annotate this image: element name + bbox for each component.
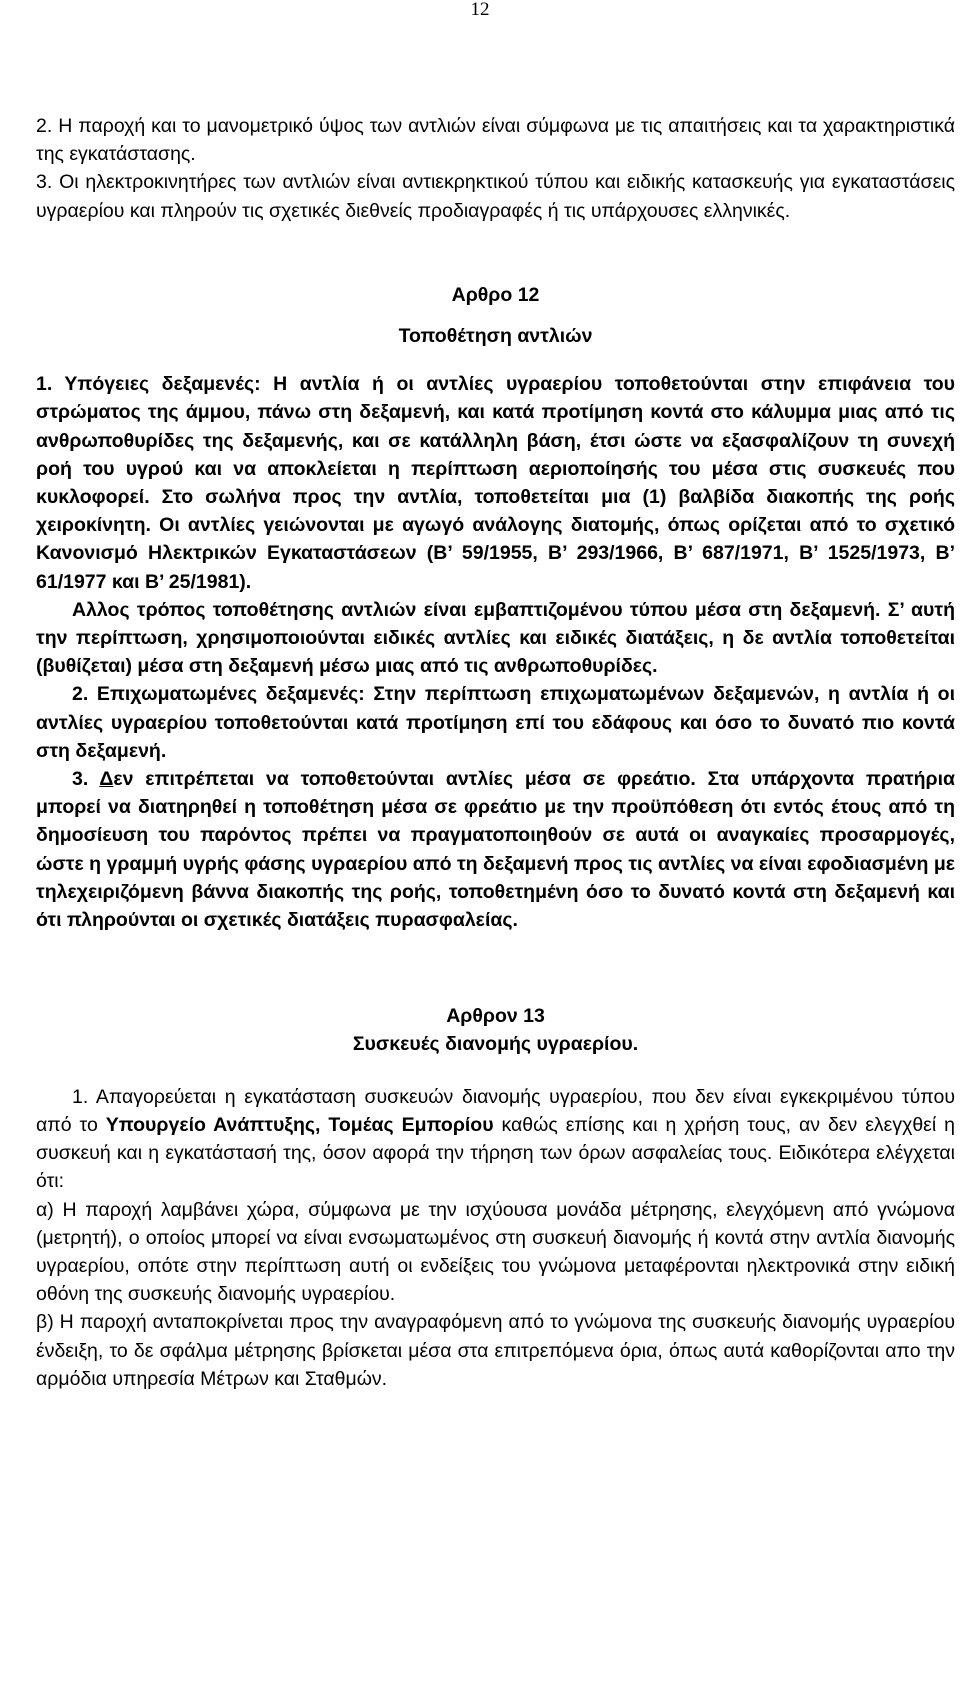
article-13-paragraph-1 bbox=[36, 1083, 955, 1196]
ministry-name: Υπουργείο Ανάπτυξης, Τομέας Εμπορίου bbox=[105, 1113, 494, 1136]
article-12-paragraph-1: 1. Υπόγειες δεξαμενές: Η αντλία ή οι αντλίες υγραερίου τοποθετούνται στην επιφάνεια του στρώματος της άμμου, πάνω στη δεξαμενή, και κατά προτίμηση κοντά στο κάλυμμα μιας από τις ανθρωποθυρίδες της δεξαμενής, και σε κατάλληλη βάση, έτσι ώστε να εξασφαλίζουν τη συνεχή ροή του υγρού και να αποκλείεται η περίπτωση αεριοποίησής του μέσα στις συσκευές που κυκλοφορεί. Στο σωλήνα προς την αντλία, τοποθετείται μια (1) βαλβίδα διακοπής της ροής χειροκίνητη. Οι αντλίες γειώνονται με αγωγό ανάλογης διατομής, όπως ορίζεται από το σχετικό Κανονισμό Ηλεκτρικών Εγκαταστάσεων (Β’ 59/1955, Β’ 293/1966, Β’ 687/1971, Β’ 1525/1973, Β’ 61/1977 και Β’ 25/1981). bbox=[36, 373, 955, 593]
article-12-title: Τοποθέτηση αντλιών bbox=[398, 325, 593, 348]
para3-underlined-letter: Δ bbox=[99, 768, 114, 791]
document-body bbox=[36, 112, 955, 1393]
article-12-body bbox=[36, 370, 955, 934]
para3-rest: εν επιτρέπεται να τοποθετούνται αντλίες μέσα σε φρεάτιο. Στα υπάρχοντα πρατήρια μπορεί να διατηρηθεί η τοποθέτηση μέσα σε φρεάτιο με την προϋπόθεση ότι εντός έτους από τη δημοσίευση του παρόντος πρέπει να πραγματοποιηθούν σε αυτά οι αναγκαίες προσαρμογές, ώστε η γραμμή υγρής φάσης υγραερίου από τη δεξαμενή προς τις αντλίες να είναι εφοδιασμένη με τηλεχειριζόμενη βάννα διακοπής της ροής, τοποθετημένη όσο το δυνατό κοντά στη δεξαμενή και ότι πληρούνται οι σχετικές διατάξεις πυρασφαλείας. bbox=[36, 768, 956, 932]
article-12-paragraph-1b: Αλλος τρόπος τοποθέτησης αντλιών είναι εμβαπτιζομένου τύπου μέσα στη δεξαμενή. Σ’ αυτή την περίπτωση, χρησιμοποιούνται ειδικές αντλίες και ειδικές διατάξεις, η δε αντλία τοποθετείται (βυθίζεται) μέσα στη δεξαμενή μέσω μιας από τις ανθρωποθυρίδες. bbox=[36, 598, 955, 678]
article-13-item-b: β) Η παροχή ανταποκρίνεται προς την αναγραφόμενη από το γνώμονα της συσκευής διανομής υγραερίου ένδειξη, το δε σφάλμα μέτρησης βρίσκεται μέσα στα επιτρεπόμενα όρια, όπως αυτά καθορίζονται απο την αρμόδια υπηρεσία Μέτρων και Σταθμών. bbox=[36, 1311, 955, 1390]
para1-before: 1. Απαγορεύεται η εγκατάσταση συσκευών διανομής υγραερίου, που δεν είναι εγκεκριμένου τύπου από το bbox=[36, 1085, 955, 1136]
page-number: 12 bbox=[470, 0, 490, 20]
article-13-title: Συσκευές διανομής υγραερίου. bbox=[352, 1033, 639, 1056]
intro-item-3: 3. Οι ηλεκτροκινητήρες των αντλιών είναι αντιεκρηκτικού τύπου και ειδικής κατασκευής για εγκαταστάσεις υγραερίου και πληρούν τις σχετικές διεθνείς προδιαγραφές ή τις υπάρχουσες ελληνικές. bbox=[36, 171, 955, 222]
article-13-body bbox=[36, 1083, 955, 1393]
article-12-paragraph-2: 2. Επιχωματωμένες δεξαμενές: Στην περίπτωση επιχωματωμένων δεξαμενών, η αντλία ή οι αντλίες υγραερίου τοποθετούνται κατά προτίμηση επί του εδάφους και όσο το δυνατό πιο κοντά στη δεξαμενή. bbox=[36, 683, 955, 762]
intro-item-2: 2. Η παροχή και το μανομετρικό ύψος των αντλιών είναι σύμφωνα με τις απαιτήσεις και τα χαρακτηριστικά της εγκατάστασης. bbox=[36, 115, 955, 166]
para3-prefix: 3. bbox=[72, 768, 100, 791]
article-12-number: Αρθρο 12 bbox=[451, 283, 540, 306]
article-13-item-a: α) Η παροχή λαμβάνει χώρα, σύμφωνα με την ισχύουσα μονάδα μέτρησης, ελεγχόμενη από γνώμονα (μετρητή), ο οποίος μπορεί να είναι ενσωματωμένος στη συσκευή διανομής ή κοντά στην αντλία διανομής υγραερίου, οπότε στην περίπτωση αυτή οι ενδείξεις του γνώμονα μεταφέρονται ηλεκτρονικά στην ειδική οθόνη της συσκευής διανομής υγραερίου. bbox=[36, 1198, 955, 1306]
article-12-paragraph-3 bbox=[36, 765, 955, 934]
para1-after: καθώς επίσης και η χρήση τους, αν δεν ελεγχθεί η συσκευή και η εγκατάστασή της, όσον αφορά την τήρηση των όρων ασφαλείας τους. Ειδικότερα ελέγχεται ότι: bbox=[36, 1113, 955, 1193]
article-13-number: Αρθρον 13 bbox=[446, 1005, 545, 1028]
